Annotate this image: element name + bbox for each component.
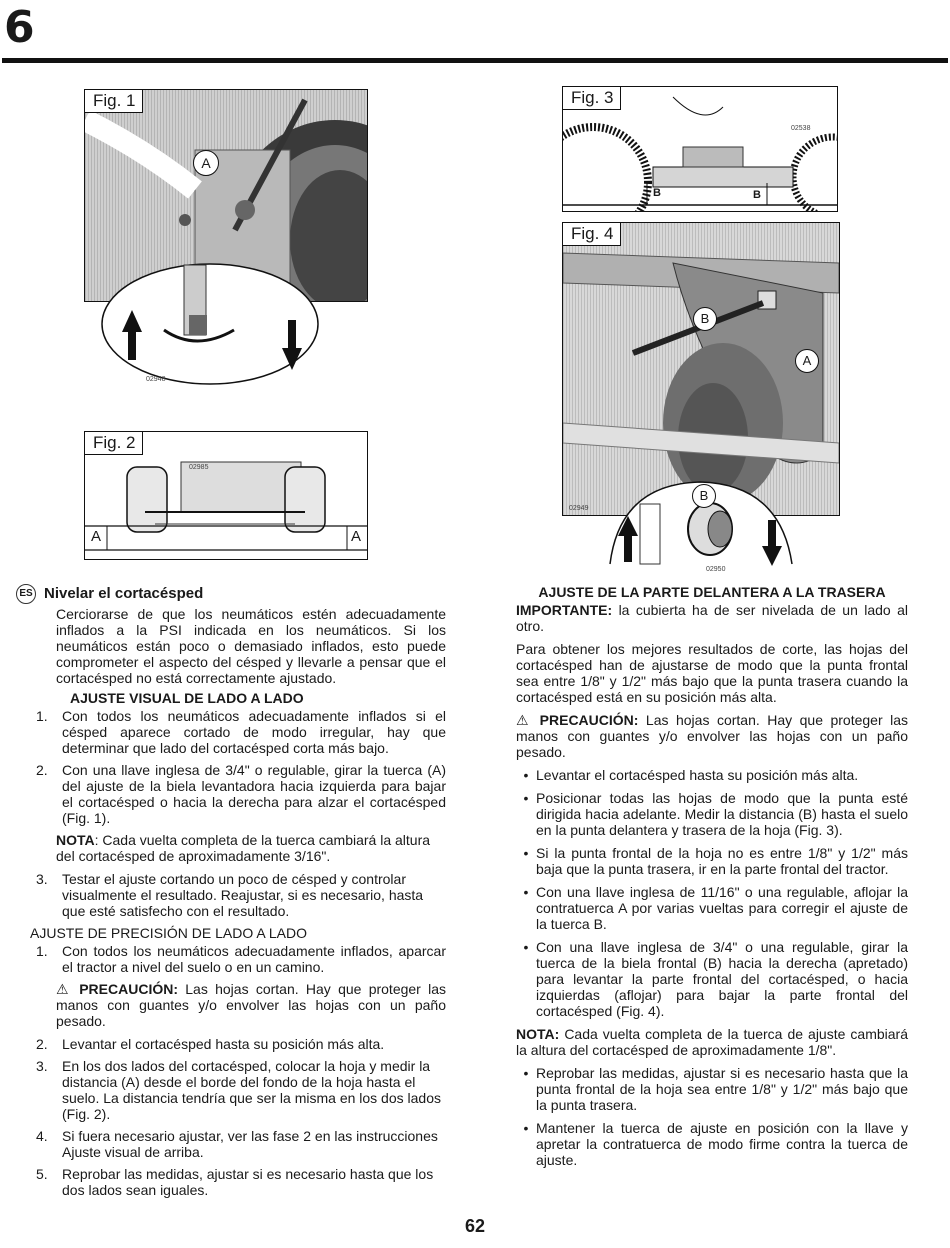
- bullet-item: • Levantar el cortacésped hasta su posición más alta.: [523, 767, 859, 783]
- figure-2-code: 02985: [189, 464, 209, 471]
- callout-a-left: A: [91, 528, 102, 545]
- section-title: Nivelar el cortacésped: [44, 584, 204, 602]
- callout-b-front: B: [653, 187, 661, 199]
- figure-3: [562, 86, 838, 212]
- caution-paragraph: ⚠ PRECAUCIÓN: Las hojas cortan. Hay que proteger las manos con guantes y/o envolver las hojas con un paño pesado.: [516, 712, 908, 760]
- figure-2: [84, 431, 368, 560]
- list-item: 3. Testar el ajuste cortando un poco de césped y controlar visualmente el resultado. Reajustar, si es necesario, hasta que esté satisfecho con el resultado.: [36, 871, 424, 919]
- callout-a: A: [795, 349, 819, 373]
- language-badge: ES: [16, 584, 36, 604]
- warning-icon: ⚠: [516, 712, 533, 728]
- right-column: [516, 584, 908, 1175]
- list-item: 1. Con todos los neumáticos adecuadamente inflados si el césped aparece cortado de modo irregular, hay que determinar que lado del cortacésped corta más bajo.: [36, 708, 446, 756]
- warning-icon: ⚠: [56, 981, 72, 997]
- note-paragraph: NOTA: Cada vuelta completa de la tuerca de ajuste cambiará la altura del cortacésped de aproximadamente 1/8".: [516, 1026, 908, 1058]
- callout-b-detail: B: [692, 484, 716, 508]
- page-number: 62: [464, 1216, 486, 1236]
- important-paragraph: IMPORTANTE: la cubierta ha de ser nivelada de un lado al otro.: [516, 602, 908, 634]
- note-paragraph: NOTA: Cada vuelta completa de la tuerca cambiará la altura del cortacésped de aproximadamente 3/16".: [56, 832, 431, 864]
- bullet-item: • Mantener la tuerca de ajuste en posición con la llave y apretar la contratuerca de modo firme contra la tuerca de ajuste.: [523, 1120, 908, 1168]
- section-heading: [16, 584, 446, 604]
- figure-4-label: Fig. 4: [562, 222, 621, 246]
- intro-paragraph: Cerciorarse de que los neumáticos estén adecuadamente inflados a la PSI indicada en los neumáticos. Si los neumáticos están poco o demasiado inflados, esto puede comprometer el aspecto del césped y llevarle a pensar que el cortacésped no está correctamente ajustado.: [56, 606, 446, 686]
- right-section-title: AJUSTE DE LA PARTE DELANTERA A LA TRASERA: [538, 584, 886, 600]
- intro-paragraph: Para obtener los mejores resultados de corte, las hojas del cortacésped han de ajustarse de modo que la punta frontal sea entre 1/8" y 1/2" más bajo que la punta trasera cuando la cortacésped está en su posición más alta.: [516, 641, 908, 705]
- list-item: 3. En los dos lados del cortacésped, colocar la hoja y medir la distancia (A) desde el borde del fondo de la hoja hasta el suelo. La distancia tendría que ser la misma en los dos lados (Fig. 2).: [36, 1058, 441, 1122]
- bullet-item: • Posicionar todas las hojas de modo que la punta esté dirigida hacia adelante. Medir la distancia (B) hasta el suelo en la punta delantera y trasera de la hoja (Fig. 3).: [523, 790, 908, 838]
- list-item: 4. Si fuera necesario ajustar, ver las fase 2 en las instrucciones Ajuste visual de arriba.: [36, 1128, 438, 1160]
- callout-a-right: A: [351, 528, 362, 545]
- header-rule: [2, 58, 948, 63]
- list-item: 2. Con una llave inglesa de 3/4" o regulable, girar la tuerca (A) del ajuste de la biela levantadora hacia izquierda para bajar el cortacésped o hacia la derecha para alzar el cortacésped (Fig. 1).: [36, 762, 446, 826]
- list-item: 2. Levantar el cortacésped hasta su posición más alta.: [36, 1036, 385, 1052]
- caution-paragraph: ⚠ PRECAUCIÓN: Las hojas cortan. Hay que proteger las manos con guantes y/o envolver las hojas con un paño pesado.: [56, 981, 447, 1029]
- bullet-item: • Con una llave inglesa de 11/16" o una regulable, aflojar la contratuerca A por varias vueltas para corregir el ajuste de la tuerca B.: [523, 884, 908, 932]
- bullet-item: • Con una llave inglesa de 3/4" o una regulable, girar la tuerca de la biela frontal (B) hacia la derecha (apretado) para levantar la parte frontal del cortacésped, o hacia izquierdas (aflojar) para bajar la parte frontal del cortacésped (Fig. 4).: [523, 939, 908, 1019]
- bullet-item: • Reprobar las medidas, ajustar si es necesario hasta que la punta frontal de la hoja sea entre 1/8" y 1/2" más bajo que la punta trasera.: [523, 1065, 908, 1113]
- chapter-number: 6: [4, 2, 35, 53]
- figure-3-label: Fig. 3: [562, 86, 621, 110]
- subsection-title-visual: AJUSTE VISUAL DE LADO A LADO: [70, 690, 304, 706]
- figure-2-label: Fig. 2: [84, 431, 143, 455]
- list-item: 5. Reprobar las medidas, ajustar si es necesario hasta que los dos lados sean iguales.: [36, 1166, 434, 1198]
- callout-b-rear: B: [753, 189, 761, 201]
- callout-a: A: [193, 150, 219, 176]
- list-item: 1. Con todos los neumáticos adecuadamente inflados, aparcar el tractor a nivel del suelo o en un camino.: [36, 943, 446, 975]
- bullet-item: • Si la punta frontal de la hoja no es entre 1/8" y 1/2" más baja que la punta trasera, ir en la parte frontal del tractor.: [523, 845, 908, 877]
- figure-1-detail: [84, 260, 366, 390]
- left-column: [19, 584, 447, 1204]
- figure-4-code: 02949: [569, 505, 589, 512]
- figure-4-detail-code: 02950: [706, 566, 726, 573]
- figure-1-label: Fig. 1: [84, 89, 143, 113]
- figure-1-code: 02948: [146, 376, 166, 383]
- subsection-title-precision: AJUSTE DE PRECISIÓN DE LADO A LADO: [30, 925, 307, 941]
- figure-4: [562, 222, 840, 516]
- figure-3-code: 02538: [791, 125, 811, 132]
- callout-b: B: [693, 307, 717, 331]
